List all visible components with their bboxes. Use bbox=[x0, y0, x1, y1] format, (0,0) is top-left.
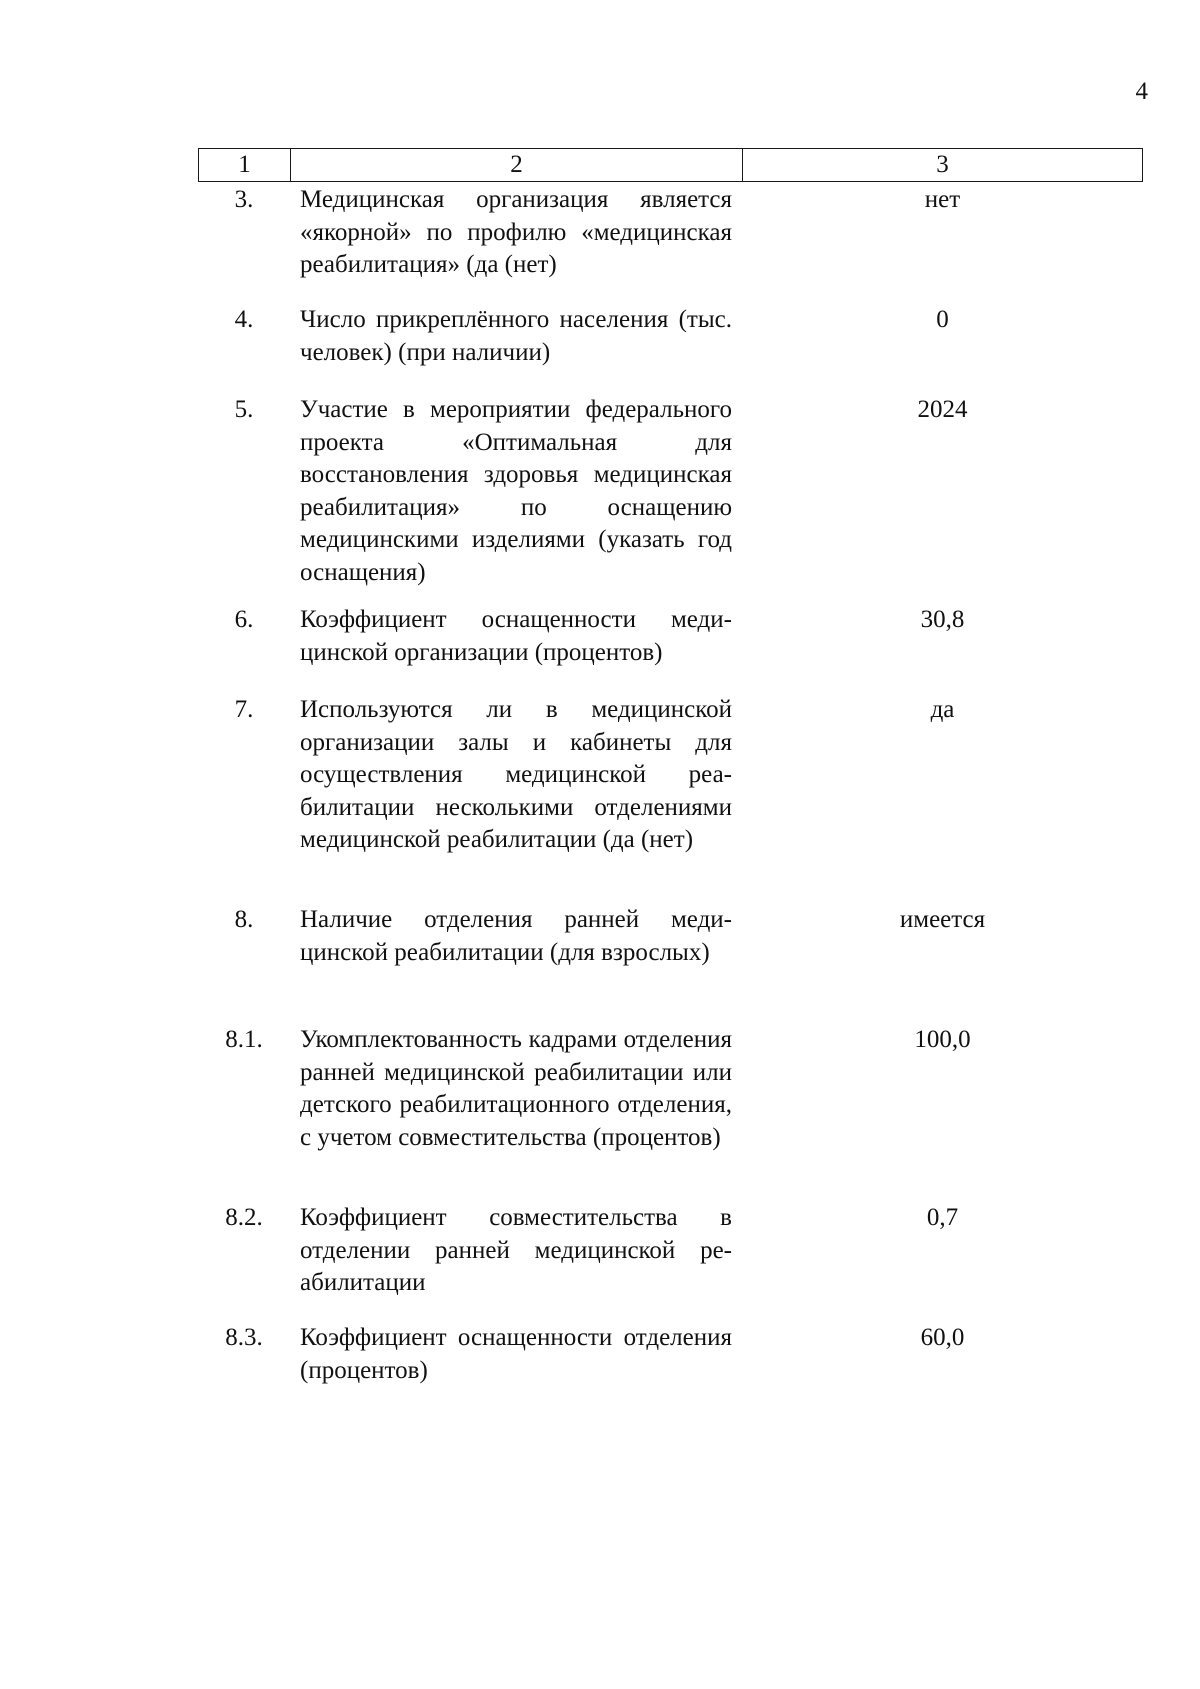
table-row bbox=[198, 604, 1143, 669]
table-row bbox=[198, 1322, 1143, 1387]
table-row bbox=[198, 1024, 1143, 1154]
table-row bbox=[198, 904, 1143, 969]
table-row bbox=[198, 1202, 1143, 1300]
row-value: да bbox=[930, 696, 955, 723]
row-number: 8.1. bbox=[225, 1026, 263, 1053]
row-description: Число прикреплённого населения (тыс. человек) (при наличии) bbox=[300, 306, 732, 366]
row-description: Используются ли в медицинской организации залы и кабинеты для осуществления медицинской реабилитации несколькими отделениями медицинской реабилитации (да (нет) bbox=[300, 696, 732, 854]
row-description: Укомплектованность кадрами отделения ранней медицинской реабилитации или детского реабилитационного отделения, с учетом совместительства (процентов) bbox=[300, 1026, 732, 1151]
row-description: Коэффициент оснащенности отделения (процентов) bbox=[300, 1324, 732, 1384]
row-description: Наличие отделения ранней медицинской реабилитации (для взрослых) bbox=[300, 906, 732, 966]
row-number: 6. bbox=[234, 606, 254, 633]
row-value: 100,0 bbox=[914, 1026, 971, 1053]
row-value: 30,8 bbox=[920, 606, 965, 633]
row-number: 5. bbox=[234, 396, 254, 423]
row-number: 8. bbox=[234, 906, 254, 933]
table-row bbox=[198, 184, 1143, 282]
column-header-3: 3 bbox=[936, 151, 949, 178]
table-header-row bbox=[198, 148, 1143, 182]
row-value: имеется bbox=[899, 906, 986, 933]
row-description: Коэффициент оснащенности медицинской организации (процентов) bbox=[300, 606, 732, 666]
row-value: 2024 bbox=[917, 396, 968, 423]
row-number: 8.2. bbox=[225, 1204, 263, 1231]
row-number: 8.3. bbox=[225, 1324, 263, 1351]
row-description: Участие в мероприятии федерального проекта «Оптимальная для восстановления здоровья медицинская реабилитация» по оснащению медицинскими изделиями (указать год оснащения) bbox=[300, 396, 732, 586]
row-description: Коэффициент совместительства в отделении ранней медицинской реабилитации bbox=[300, 1204, 732, 1297]
row-description: Медицинская организация является «якорной» по профилю «медицинская реабилитация» (да (нет) bbox=[300, 186, 732, 279]
column-header-1: 1 bbox=[199, 149, 291, 181]
table-row bbox=[198, 394, 1143, 590]
row-number: 4. bbox=[234, 306, 254, 333]
page-number: 4 bbox=[1135, 78, 1148, 105]
column-header-2: 2 bbox=[291, 149, 743, 181]
row-number: 7. bbox=[234, 696, 254, 723]
row-value: нет bbox=[924, 186, 961, 213]
table-row bbox=[198, 694, 1143, 857]
row-value: 0,7 bbox=[926, 1204, 959, 1231]
table-row bbox=[198, 304, 1143, 369]
row-value: 60,0 bbox=[920, 1324, 965, 1351]
row-value: 0 bbox=[936, 306, 949, 333]
row-number: 3. bbox=[234, 186, 254, 213]
